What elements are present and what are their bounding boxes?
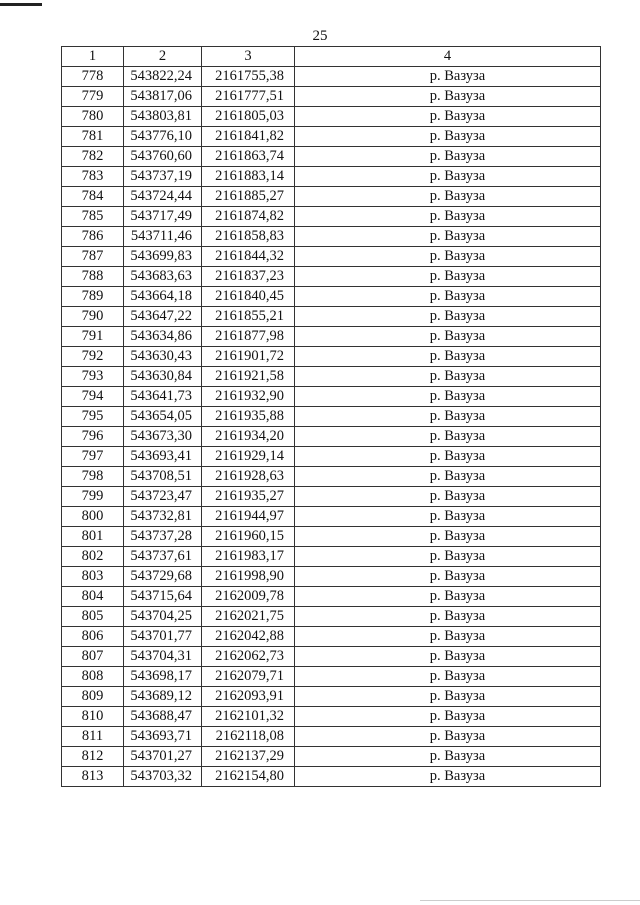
x-coordinate-cell: 543704,31 [124, 647, 202, 667]
x-coordinate-cell: 543737,61 [124, 547, 202, 567]
corner-mark [0, 3, 42, 6]
x-coordinate-cell: 543689,12 [124, 687, 202, 707]
table-row [62, 467, 601, 487]
x-coordinate-cell: 543703,32 [124, 767, 202, 787]
point-number-cell: 781 [62, 127, 124, 147]
x-coordinate-cell: 543737,19 [124, 167, 202, 187]
y-coordinate-cell: 2161932,90 [202, 387, 295, 407]
point-number-cell: 789 [62, 287, 124, 307]
table-row [62, 687, 601, 707]
y-coordinate-cell: 2162154,80 [202, 767, 295, 787]
description-cell: р. Вазуза [295, 247, 601, 267]
description-cell: р. Вазуза [295, 227, 601, 247]
point-number-cell: 788 [62, 267, 124, 287]
y-coordinate-cell: 2161901,72 [202, 347, 295, 367]
y-coordinate-cell: 2161874,82 [202, 207, 295, 227]
description-cell: р. Вазуза [295, 207, 601, 227]
table-row [62, 607, 601, 627]
description-cell: р. Вазуза [295, 87, 601, 107]
y-coordinate-cell: 2161883,14 [202, 167, 295, 187]
description-cell: р. Вазуза [295, 647, 601, 667]
table-row [62, 67, 601, 87]
x-coordinate-cell: 543724,44 [124, 187, 202, 207]
description-cell: р. Вазуза [295, 507, 601, 527]
description-cell: р. Вазуза [295, 667, 601, 687]
y-coordinate-cell: 2161877,98 [202, 327, 295, 347]
y-coordinate-cell: 2162009,78 [202, 587, 295, 607]
x-coordinate-cell: 543647,22 [124, 307, 202, 327]
table-row [62, 407, 601, 427]
x-coordinate-cell: 543641,73 [124, 387, 202, 407]
y-coordinate-cell: 2162042,88 [202, 627, 295, 647]
table-row [62, 347, 601, 367]
table-row [62, 247, 601, 267]
description-cell: р. Вазуза [295, 107, 601, 127]
table-row [62, 447, 601, 467]
point-number-cell: 810 [62, 707, 124, 727]
table-row [62, 387, 601, 407]
point-number-cell: 797 [62, 447, 124, 467]
y-coordinate-cell: 2161983,17 [202, 547, 295, 567]
y-coordinate-cell: 2161921,58 [202, 367, 295, 387]
x-coordinate-cell: 543673,30 [124, 427, 202, 447]
description-cell: р. Вазуза [295, 747, 601, 767]
y-coordinate-cell: 2162079,71 [202, 667, 295, 687]
description-cell: р. Вазуза [295, 327, 601, 347]
description-cell: р. Вазуза [295, 127, 601, 147]
scan-edge-line [420, 900, 640, 901]
y-coordinate-cell: 2162101,32 [202, 707, 295, 727]
point-number-cell: 779 [62, 87, 124, 107]
x-coordinate-cell: 543630,43 [124, 347, 202, 367]
point-number-cell: 778 [62, 67, 124, 87]
table-row [62, 207, 601, 227]
y-coordinate-cell: 2161755,38 [202, 67, 295, 87]
column-header: 3 [202, 47, 295, 67]
y-coordinate-cell: 2161935,88 [202, 407, 295, 427]
description-cell: р. Вазуза [295, 627, 601, 647]
table-row [62, 707, 601, 727]
column-header: 2 [124, 47, 202, 67]
table-row [62, 227, 601, 247]
column-header: 4 [295, 47, 601, 67]
point-number-cell: 784 [62, 187, 124, 207]
x-coordinate-cell: 543717,49 [124, 207, 202, 227]
description-cell: р. Вазуза [295, 527, 601, 547]
table-row [62, 427, 601, 447]
y-coordinate-cell: 2161885,27 [202, 187, 295, 207]
y-coordinate-cell: 2161840,45 [202, 287, 295, 307]
description-cell: р. Вазуза [295, 547, 601, 567]
x-coordinate-cell: 543693,41 [124, 447, 202, 467]
x-coordinate-cell: 543664,18 [124, 287, 202, 307]
description-cell: р. Вазуза [295, 187, 601, 207]
table-row [62, 667, 601, 687]
x-coordinate-cell: 543634,86 [124, 327, 202, 347]
x-coordinate-cell: 543699,83 [124, 247, 202, 267]
x-coordinate-cell: 543701,77 [124, 627, 202, 647]
y-coordinate-cell: 2161855,21 [202, 307, 295, 327]
y-coordinate-cell: 2161841,82 [202, 127, 295, 147]
table-row [62, 487, 601, 507]
point-number-cell: 808 [62, 667, 124, 687]
table-row [62, 307, 601, 327]
point-number-cell: 803 [62, 567, 124, 587]
y-coordinate-cell: 2162021,75 [202, 607, 295, 627]
x-coordinate-cell: 543715,64 [124, 587, 202, 607]
x-coordinate-cell: 543688,47 [124, 707, 202, 727]
table-row [62, 527, 601, 547]
table-row [62, 147, 601, 167]
table-row [62, 107, 601, 127]
description-cell: р. Вазуза [295, 347, 601, 367]
y-coordinate-cell: 2161934,20 [202, 427, 295, 447]
table-row [62, 87, 601, 107]
table-body [62, 47, 601, 787]
point-number-cell: 780 [62, 107, 124, 127]
description-cell: р. Вазуза [295, 387, 601, 407]
point-number-cell: 783 [62, 167, 124, 187]
x-coordinate-cell: 543803,81 [124, 107, 202, 127]
table-row [62, 567, 601, 587]
x-coordinate-cell: 543698,17 [124, 667, 202, 687]
point-number-cell: 790 [62, 307, 124, 327]
point-number-cell: 801 [62, 527, 124, 547]
x-coordinate-cell: 543704,25 [124, 607, 202, 627]
table-row [62, 767, 601, 787]
x-coordinate-cell: 543693,71 [124, 727, 202, 747]
point-number-cell: 800 [62, 507, 124, 527]
table-row [62, 187, 601, 207]
point-number-cell: 813 [62, 767, 124, 787]
description-cell: р. Вазуза [295, 707, 601, 727]
point-number-cell: 791 [62, 327, 124, 347]
description-cell: р. Вазуза [295, 407, 601, 427]
table-row [62, 327, 601, 347]
x-coordinate-cell: 543737,28 [124, 527, 202, 547]
description-cell: р. Вазуза [295, 167, 601, 187]
coordinates-table [61, 46, 601, 787]
point-number-cell: 811 [62, 727, 124, 747]
point-number-cell: 793 [62, 367, 124, 387]
description-cell: р. Вазуза [295, 727, 601, 747]
point-number-cell: 796 [62, 427, 124, 447]
description-cell: р. Вазуза [295, 487, 601, 507]
table-row [62, 167, 601, 187]
point-number-cell: 809 [62, 687, 124, 707]
point-number-cell: 804 [62, 587, 124, 607]
point-number-cell: 782 [62, 147, 124, 167]
y-coordinate-cell: 2161863,74 [202, 147, 295, 167]
table-row [62, 547, 601, 567]
description-cell: р. Вазуза [295, 147, 601, 167]
point-number-cell: 798 [62, 467, 124, 487]
description-cell: р. Вазуза [295, 267, 601, 287]
point-number-cell: 799 [62, 487, 124, 507]
column-header: 1 [62, 47, 124, 67]
point-number-cell: 785 [62, 207, 124, 227]
table-row [62, 627, 601, 647]
x-coordinate-cell: 543760,60 [124, 147, 202, 167]
y-coordinate-cell: 2162137,29 [202, 747, 295, 767]
point-number-cell: 794 [62, 387, 124, 407]
x-coordinate-cell: 543817,06 [124, 87, 202, 107]
point-number-cell: 792 [62, 347, 124, 367]
y-coordinate-cell: 2161929,14 [202, 447, 295, 467]
x-coordinate-cell: 543630,84 [124, 367, 202, 387]
x-coordinate-cell: 543822,24 [124, 67, 202, 87]
y-coordinate-cell: 2161805,03 [202, 107, 295, 127]
description-cell: р. Вазуза [295, 307, 601, 327]
table-row [62, 367, 601, 387]
y-coordinate-cell: 2162093,91 [202, 687, 295, 707]
y-coordinate-cell: 2161837,23 [202, 267, 295, 287]
description-cell: р. Вазуза [295, 587, 601, 607]
point-number-cell: 805 [62, 607, 124, 627]
y-coordinate-cell: 2161858,83 [202, 227, 295, 247]
point-number-cell: 787 [62, 247, 124, 267]
table-row [62, 587, 601, 607]
description-cell: р. Вазуза [295, 447, 601, 467]
table-header-row [62, 47, 601, 67]
point-number-cell: 807 [62, 647, 124, 667]
point-number-cell: 786 [62, 227, 124, 247]
table-row [62, 127, 601, 147]
description-cell: р. Вазуза [295, 427, 601, 447]
y-coordinate-cell: 2161998,90 [202, 567, 295, 587]
table-row [62, 747, 601, 767]
x-coordinate-cell: 543683,63 [124, 267, 202, 287]
x-coordinate-cell: 543732,81 [124, 507, 202, 527]
table-row [62, 287, 601, 307]
description-cell: р. Вазуза [295, 287, 601, 307]
table-row [62, 507, 601, 527]
y-coordinate-cell: 2162118,08 [202, 727, 295, 747]
point-number-cell: 812 [62, 747, 124, 767]
x-coordinate-cell: 543723,47 [124, 487, 202, 507]
description-cell: р. Вазуза [295, 567, 601, 587]
x-coordinate-cell: 543729,68 [124, 567, 202, 587]
description-cell: р. Вазуза [295, 607, 601, 627]
y-coordinate-cell: 2162062,73 [202, 647, 295, 667]
description-cell: р. Вазуза [295, 767, 601, 787]
x-coordinate-cell: 543708,51 [124, 467, 202, 487]
table-row [62, 727, 601, 747]
description-cell: р. Вазуза [295, 467, 601, 487]
x-coordinate-cell: 543711,46 [124, 227, 202, 247]
y-coordinate-cell: 2161935,27 [202, 487, 295, 507]
page-number: 25 [312, 28, 328, 44]
x-coordinate-cell: 543654,05 [124, 407, 202, 427]
description-cell: р. Вазуза [295, 367, 601, 387]
table-row [62, 647, 601, 667]
y-coordinate-cell: 2161777,51 [202, 87, 295, 107]
y-coordinate-cell: 2161928,63 [202, 467, 295, 487]
y-coordinate-cell: 2161960,15 [202, 527, 295, 547]
description-cell: р. Вазуза [295, 687, 601, 707]
point-number-cell: 806 [62, 627, 124, 647]
x-coordinate-cell: 543701,27 [124, 747, 202, 767]
point-number-cell: 802 [62, 547, 124, 567]
table-row [62, 267, 601, 287]
point-number-cell: 795 [62, 407, 124, 427]
y-coordinate-cell: 2161844,32 [202, 247, 295, 267]
description-cell: р. Вазуза [295, 67, 601, 87]
y-coordinate-cell: 2161944,97 [202, 507, 295, 527]
x-coordinate-cell: 543776,10 [124, 127, 202, 147]
